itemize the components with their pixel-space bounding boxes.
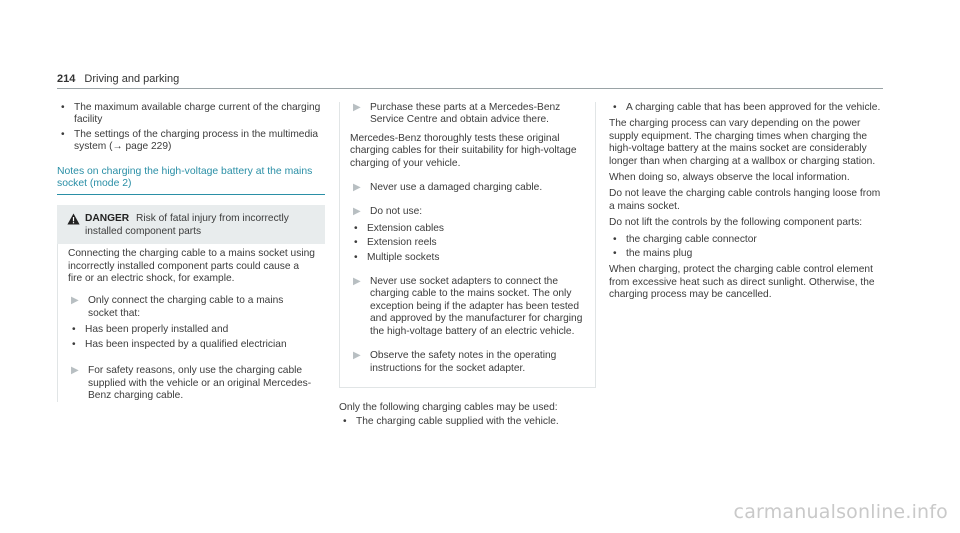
danger-text: Connecting the charging cable to a mains socket using incorrectly installed component parts could cause a fire or an electric shock, for example.: [68, 248, 315, 285]
list-item: • The maximum available charge current of the charging facility: [57, 102, 325, 127]
instruction-text: Only connect the charging cable to a mains socket that:: [88, 295, 284, 319]
instruction-arrow-icon: ▶: [353, 182, 361, 194]
column-3: [609, 102, 885, 306]
list-item: • The charging cable supplied with the vehicle.: [339, 416, 595, 428]
instruction-bullets: [68, 324, 315, 351]
header-rule: [57, 88, 883, 89]
list-item: • The settings of the charging process in the multimedia system (→ page 229): [57, 129, 325, 154]
instruction-arrow-icon: ▶: [353, 206, 361, 218]
instruction: [350, 102, 585, 127]
instruction: [68, 295, 315, 320]
instruction-text: Purchase these parts at a Mercedes-Benz Service Centre and obtain advice there.: [370, 102, 561, 126]
watermark: carmanualsonline.info: [733, 501, 948, 523]
list-item: • the charging cable connector: [609, 234, 885, 246]
page-number: 214: [57, 73, 76, 85]
instruction-arrow-icon: ▶: [71, 295, 79, 307]
danger-notice-continued: [339, 102, 596, 388]
danger-body: [57, 244, 325, 402]
paragraph: Only the following charging cables may be used:: [339, 401, 558, 413]
instruction: [350, 182, 585, 194]
column-2: [339, 102, 595, 431]
list-item: • Has been properly installed and: [68, 324, 315, 336]
list-item: • the mains plug: [609, 248, 885, 260]
section-title: Notes on charging the high-voltage battery at the mains socket (mode 2): [57, 166, 325, 196]
danger-title: Risk of fatal injury from incorrectly installed component parts: [85, 213, 289, 237]
instruction: [68, 365, 315, 402]
danger-header: [57, 205, 325, 244]
list-item: • Has been inspected by a qualified electrician: [68, 339, 315, 351]
paragraph: When doing so, always observe the local information.: [609, 172, 850, 184]
paragraph: Do not leave the charging cable controls hanging loose from a mains socket.: [609, 188, 881, 212]
danger-notice: [57, 205, 325, 402]
section-name: Driving and parking: [84, 73, 180, 85]
instruction-text: Do not use:: [370, 206, 423, 218]
component-parts-list: [609, 234, 885, 261]
allowed-cables-list: [339, 416, 595, 428]
paragraph: Do not lift the controls by the following component parts:: [609, 217, 863, 229]
warning-triangle-icon: [67, 213, 81, 238]
instruction-arrow-icon: ▶: [353, 350, 361, 362]
list-item: • Extension reels: [350, 237, 585, 249]
list-item: • Multiple sockets: [350, 252, 585, 264]
do-not-use-list: [350, 223, 585, 264]
paragraph: When charging, protect the charging cable control element from excessive heat such as direct sunlight. Otherwise, the charging process may be cancelled.: [609, 264, 875, 301]
instruction-arrow-icon: ▶: [353, 102, 361, 113]
instruction-arrow-icon: ▶: [71, 365, 79, 377]
instruction-arrow-icon: ▶: [353, 276, 361, 288]
instruction-text: Never use socket adapters to connect the charging cable to the mains socket. The only exception being if the adapter has been tested and approved by the manufacturer for charging the high-voltage battery of an electric vehicle.: [370, 276, 583, 337]
requirements-list: [57, 102, 325, 154]
list-item: • Extension cables: [350, 223, 585, 235]
instruction-text: For safety reasons, only use the charging cable supplied with the vehicle or an original Mercedes-Benz charging cable.: [88, 365, 312, 401]
paragraph: Mercedes-Benz thoroughly tests these original charging cables for their suitability for high-voltage charging of your vehicle.: [350, 132, 577, 169]
instruction-text: Never use a damaged charging cable.: [370, 182, 543, 194]
instruction: [350, 276, 585, 338]
instruction-text: Observe the safety notes in the operating instructions for the socket adapter.: [370, 350, 557, 374]
list-item: • A charging cable that has been approved for the vehicle.: [609, 102, 885, 114]
page-header: [57, 73, 179, 85]
danger-label: DANGER: [85, 213, 130, 225]
instruction: [350, 350, 585, 375]
column-1: [57, 102, 325, 406]
allowed-cables-list-continued: [609, 102, 885, 114]
paragraph: The charging process can vary depending on the power supply equipment. The charging times when charging the high-voltage battery at the mains socket are considerably longer than when charging at a wallbox or charging station.: [609, 118, 876, 167]
instruction: [350, 206, 585, 218]
